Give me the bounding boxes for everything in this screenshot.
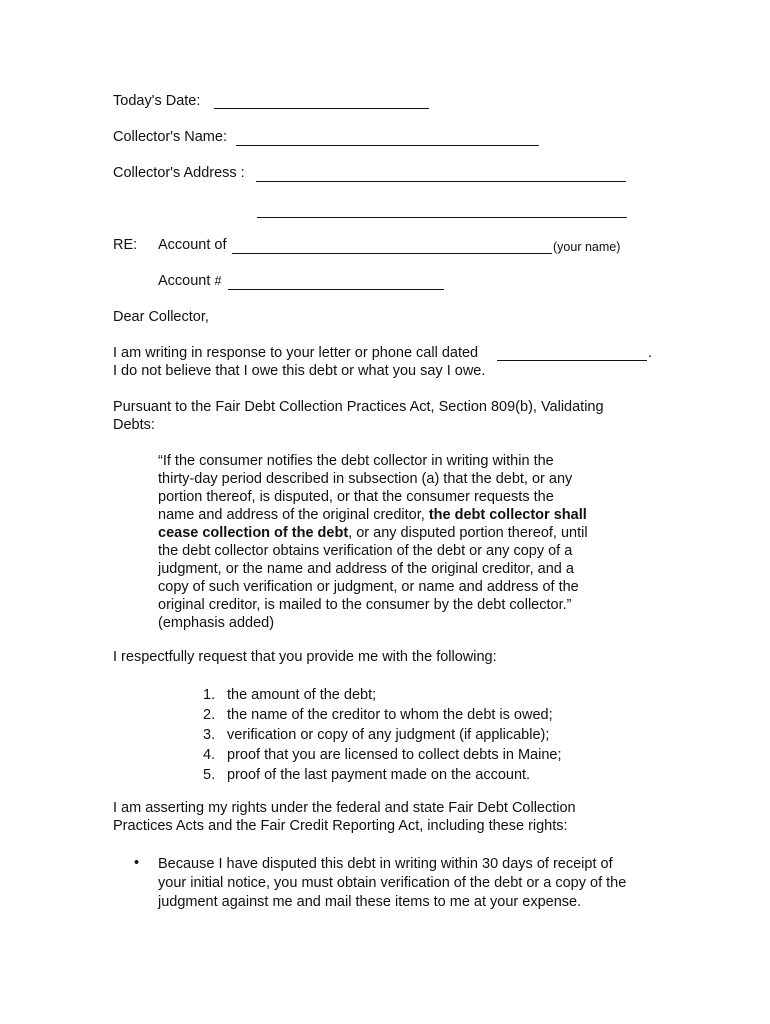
quote-line xyxy=(158,506,628,524)
bullet-item xyxy=(158,855,658,912)
list-number: 1. xyxy=(203,687,216,703)
pursuant-line-2: Debts: xyxy=(113,417,155,433)
quote-line: original creditor, is mailed to the consumer by the debt collector.” xyxy=(158,597,572,613)
rights-line-2: Practices Acts and the Fair Credit Reporting Act, including these rights: xyxy=(113,818,568,834)
date-label: Today's Date: xyxy=(113,93,201,109)
account-hash: # xyxy=(214,274,222,288)
quote-line: thirty-day period described in subsection (a) that the debt, or any xyxy=(158,471,573,487)
quote-line: judgment, or the name and address of the original creditor, and a xyxy=(158,561,574,577)
quote-line: the debt collector obtains verification of the debt or any copy of a xyxy=(158,543,573,559)
bullet-icon: • xyxy=(134,855,140,871)
quote-line xyxy=(158,524,628,542)
quote-emphasis: the debt collector shall xyxy=(428,507,587,523)
collector-address-blank-line-2[interactable] xyxy=(257,217,627,218)
list-text: the name of the creditor to whom the debt is owed; xyxy=(227,707,553,723)
quote-line: (emphasis added) xyxy=(158,615,275,631)
list-number: 4. xyxy=(203,747,216,763)
account-number-label xyxy=(158,273,221,289)
salutation: Dear Collector, xyxy=(113,309,209,325)
intro-line-1: I am writing in response to your letter or phone call dated xyxy=(113,345,479,361)
list-item xyxy=(203,705,562,725)
letter-date-blank-line[interactable] xyxy=(497,360,647,361)
list-text: verification or copy of any judgment (if applicable); xyxy=(227,727,550,743)
list-text: proof that you are licensed to collect debts in Maine; xyxy=(227,747,562,763)
collector-address-label: Collector's Address : xyxy=(113,165,245,181)
re-label: RE: xyxy=(113,237,138,253)
pursuant-line-1: Pursuant to the Fair Debt Collection Practices Act, Section 809(b), Validating xyxy=(113,399,604,415)
quote-text: name and address of the original creditor, xyxy=(158,507,429,523)
list-number: 5. xyxy=(203,767,216,783)
collector-name-blank-line[interactable] xyxy=(236,145,539,146)
list-number: 3. xyxy=(203,727,216,743)
list-item xyxy=(203,745,562,765)
list-item xyxy=(203,685,562,705)
request-intro: I respectfully request that you provide me with the following: xyxy=(113,649,497,665)
quote-text: , or any disputed portion thereof, until xyxy=(348,525,588,541)
fdcpa-quote xyxy=(158,452,628,632)
collector-address-blank-line-1[interactable] xyxy=(256,181,626,182)
list-item xyxy=(203,725,562,745)
quote-line: portion thereof, is disputed, or that the consumer requests the xyxy=(158,489,554,505)
rights-line-1: I am asserting my rights under the federal and state Fair Debt Collection xyxy=(113,800,576,816)
account-number-blank-line[interactable] xyxy=(228,289,444,290)
quote-emphasis: cease collection of the debt xyxy=(158,525,349,541)
request-list xyxy=(203,685,562,785)
collector-name-label: Collector's Name: xyxy=(113,129,227,145)
your-name-note: (your name) xyxy=(553,240,621,254)
bullet-line: your initial notice, you must obtain verification of the debt or a copy of the xyxy=(158,875,627,891)
date-blank-line[interactable] xyxy=(214,108,429,109)
bullet-line: judgment against me and mail these items to me at your expense. xyxy=(158,894,582,910)
list-item xyxy=(203,765,562,785)
list-number: 2. xyxy=(203,707,216,723)
account-number-text: Account xyxy=(158,273,211,289)
account-of-blank-line[interactable] xyxy=(232,253,552,254)
list-text: the amount of the debt; xyxy=(227,687,377,703)
intro-line-1-period: . xyxy=(648,345,653,361)
bullet-line: Because I have disputed this debt in writing within 30 days of receipt of xyxy=(158,856,613,872)
quote-line: copy of such verification or judgment, or name and address of the xyxy=(158,579,579,595)
account-of-label: Account of xyxy=(158,237,227,253)
list-text: proof of the last payment made on the account. xyxy=(227,767,531,783)
intro-line-2: I do not believe that I owe this debt or what you say I owe. xyxy=(113,363,486,379)
quote-line: “If the consumer notifies the debt collector in writing within the xyxy=(158,453,554,469)
